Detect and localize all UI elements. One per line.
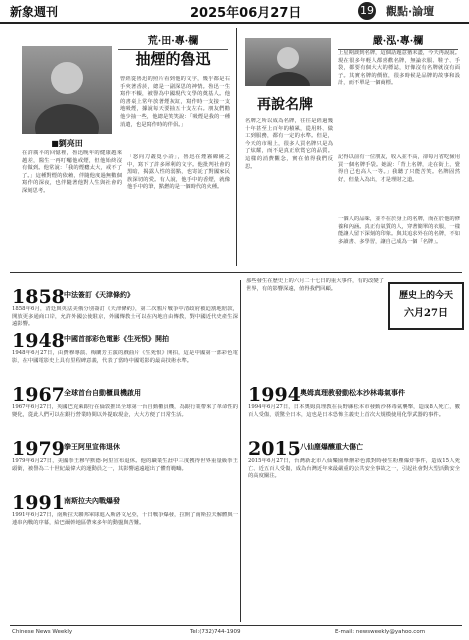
event-title: 八仙塵爆釀重大傷亡 — [300, 442, 363, 451]
right-body-4: 一個人的品味，並不在於身上的名牌，而在於他的修養和內涵。真正有氣質的人，穿著簡單的衣服，一樣能讓人留下深刻的印象。與其追求外在的名牌，不如多讀書、多學習，讓自己成為一個「名牌」。 — [338, 216, 460, 245]
history-box-date: 六月27日 — [404, 308, 448, 319]
event-text: 1991年6月27日，南斯拉夫聯邦軍隊進入斯洛文尼亞，十日戰爭爆發，拉開了南斯拉夫解體與一連串內戰的序幕，給巴爾幹地區帶來多年的動盪與苦難。 — [12, 512, 238, 526]
left-body-2: 在許廣平的回憶裡，魯迅晚年的健康越來越差，醫生一再叮囑他戒煙，但他始終沒有做到。他常說：「我的煙癮太大，戒不了了。」這種對煙的依賴，伴隨他度過無數個寫作的深夜，也伴隨著他對人生與社會的深刻思考。 — [22, 150, 122, 194]
history-divider — [240, 280, 241, 622]
person-icon — [22, 46, 112, 134]
history-box-title: 歷史上的今天 — [398, 291, 453, 301]
left-column-header: 荒·田·專·欄 — [118, 32, 228, 50]
event-text: 2015年6月27日，台灣新北市八仙樂園舉辦彩色派對時發生粉塵爆炸事件，造成15人死亡、近五百人受傷，成為台灣近年來最嚴重的公共安全事故之一，引起社會對大型活動安全的高度關注。 — [248, 458, 460, 480]
event-year: 1991 — [12, 492, 65, 514]
right-body-3: 記得以前有一位朋友，收入並不高，卻每月省吃儉用買一個名牌手袋。她說：「背上名牌，走在街上，覺得自己也高人一等。」我聽了只能苦笑。名牌固然好，但量入為出，才是理財之道。 — [338, 154, 460, 183]
issue-date: 2025年06月27日 — [190, 6, 302, 21]
event-year: 1858 — [12, 286, 65, 308]
event-title: 南斯拉夫內戰爆發 — [64, 496, 120, 505]
page-number: 19 — [358, 2, 376, 20]
columnist-photo — [245, 38, 331, 86]
footer-publication: Chinese News Weekly — [12, 629, 73, 635]
person-icon — [245, 38, 331, 86]
event-title: 中法簽訂《天津條約》 — [64, 290, 134, 299]
left-headline: 抽煙的魯迅 — [135, 50, 211, 68]
event-title: 奧姆真理教發動松本沙林毒氣事件 — [300, 388, 405, 397]
event-year: 1979 — [12, 438, 65, 460]
event-text: 1858年6月，清廷與英法美俄分別簽訂《天津條約》，第二次鴉片戰爭中清政府被迫割地賠款，開放更多通商口岸，允許外國公使駐京，外國傳教士可以在內地自由傳教，對中國近代史產生深遠影響。 — [12, 306, 238, 328]
author-photo-liu — [22, 46, 112, 134]
event-year: 1948 — [12, 330, 65, 352]
left-body-3: 「怒向刀叢覓小詩」，魯迅在煙霧繚繞之中，寫下了許多犀利的文字。他批判社會的黑暗，揭露人性的弱點，也寄託了對國家民族深切的愛。有人說，他手中的香煙，就像他手中的筆，點燃的是一個時代的火種。 — [127, 154, 230, 191]
publication-name: 新象週刊 — [10, 5, 59, 19]
right-body-1: 上星期談到名牌，這個話題意猶未盡，今天再說說。現在很多年輕人都喜歡名牌，無論衣服、鞋子、手袋，都要有個大大的標誌，好像沒有名牌就沒有面子。其實名牌的價值，很多時候是品牌的故事和設計，而不單是一個商標。 — [338, 50, 460, 87]
event-year: 1994 — [248, 384, 301, 406]
event-text: 1948年6月27日，由費穆導演、梅蘭芳主演的戲曲片《生死恨》開拍，這是中國第一部彩色電影，在中國電影史上具有里程碑意義，代表了當時中國電影的最高技術水準。 — [12, 350, 238, 364]
event-title: 全球首台自動櫃員機啟用 — [64, 388, 141, 397]
event-text: 1979年6月27日，美國拳王穆罕默德·阿里宣布退休。他的職業生涯中三度獲得世界重量級拳王頭銜，被譽為二十世紀最偉大的運動員之一，其影響遠遠超出了體育範疇。 — [12, 458, 238, 472]
event-title: 中國首部彩色電影《生死恨》開拍 — [64, 334, 169, 343]
event-year: 1967 — [12, 384, 65, 406]
event-year: 2015 — [248, 438, 301, 460]
history-box — [388, 282, 464, 330]
history-intro: 那些發生在歷史上的六月二十七日的重大事件，有的改變了世界，有的影響深遠，值得我們回顧。 — [246, 278, 384, 292]
event-text: 1994年6月27日，日本奧姆真理教在長野縣松本市發動沙林毒氣襲擊，造成8人死亡，數百人受傷，震驚全日本，這也是日本恐怖主義史上首次大規模使用化學武器的事件。 — [248, 404, 460, 418]
right-column-header: 嚴·泓·專·欄 — [338, 32, 458, 50]
section-name: 觀點·論壇 — [386, 5, 435, 18]
event-title: 拳王阿里宣佈退休 — [64, 442, 120, 451]
event-text: 1967年6月27日，英國巴克萊銀行在倫敦推出全球第一台自動櫃員機，為銀行業帶來了革命性的變化，從此人們可以在銀行營業時間以外提取現金，大大方便了日常生活。 — [12, 404, 238, 418]
right-headline: 再說名牌 — [257, 97, 313, 113]
section-divider — [10, 272, 462, 273]
right-body-2: 名牌之所以成為名牌，往往是經過幾十年甚至上百年的積累，從用料、做工到服務，都有一定的水準。但是，今天的市場上，很多人買名牌只是為了炫耀，而不是真正欣賞它的品質。這樣的消費觀念，實在值得我們反思。 — [245, 118, 333, 170]
footer-rule — [10, 625, 462, 626]
left-author: ■劉亮田 — [51, 138, 83, 148]
page-header — [0, 0, 469, 24]
footer-email: E-mail: newsweekly@yahoo.com — [335, 629, 426, 635]
column-divider — [236, 28, 237, 266]
footer-telephone: Tel:(732)744-1909 — [190, 629, 241, 635]
left-body-1: 曾經從魯迅的照片看到他的文字，幾乎都是右手夾著香菸，總是一副深思的神情。魯迅一生寫作不輟，被譽為中國現代文學的奠基人。他的書桌上常年放著煙灰缸，寫作時一支接一支地吸煙，據說每天要抽五十支左右。朋友們勸他少抽一些，他總是笑笑說：「吸煙是我的一種消遣，也是寫作時的伴侶。」 — [120, 76, 230, 128]
